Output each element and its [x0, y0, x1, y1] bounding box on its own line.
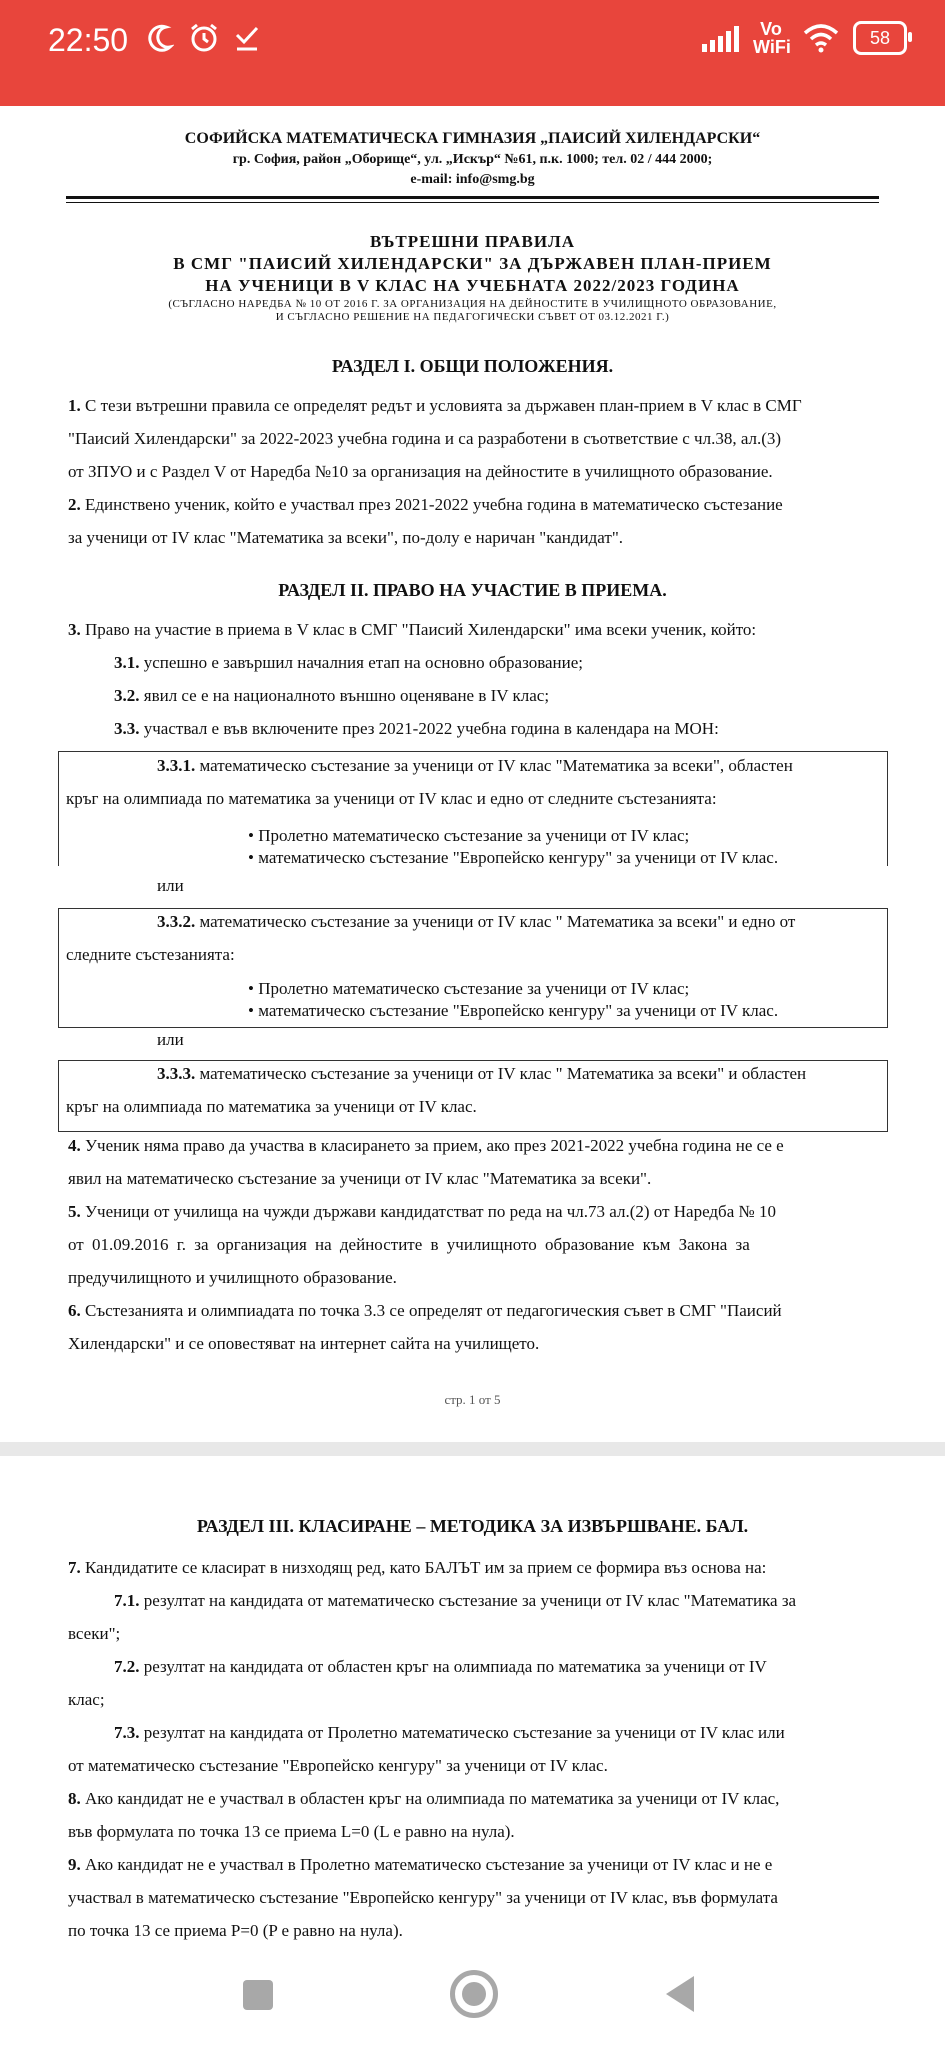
- page-number: стр. 1 от 5: [444, 1392, 501, 1407]
- header-rule: [66, 196, 879, 199]
- checkmark-download-icon: [234, 23, 260, 53]
- paragraph-5-line3: предучилищното и училищното образование.: [68, 1268, 397, 1287]
- battery-icon: 58: [853, 21, 907, 55]
- doc-subtitle-line2: И СЪГЛАСНО РЕШЕНИЕ НА ПЕДАГОГИЧЕСКИ СЪВЕТ ОТ 03.12.2021 Г.): [275, 311, 670, 323]
- paragraph-7-2-line2: клас;: [68, 1690, 105, 1709]
- section-1-heading: РАЗДЕЛ I. ОБЩИ ПОЛОЖЕНИЯ.: [331, 356, 614, 376]
- document-page-1: [0, 106, 945, 1442]
- paragraph-3-3-1-line1: 3.3.1. математическо състезание за ученици от IV клас "Математика за всеки", областен: [157, 756, 793, 775]
- paragraph-7-1-line1: 7.1. резултат на кандидата от математическо състезание за ученици от IV клас "Математика за: [114, 1591, 797, 1610]
- school-address: гр. София, район „Оборище“, ул. „Искър“ №61, п.к. 1000; тел. 02 / 444 2000;: [232, 152, 713, 167]
- recent-apps-button[interactable]: [243, 1980, 273, 2010]
- paragraph-9-line1: 9. Ако кандидат не е участвал в Пролетно математическо състезание за ученици от IV клас и не е: [68, 1855, 773, 1874]
- paragraph-4-line1: 4. Ученик няма право да участва в класирането за прием, ако през 2021-2022 учебна година не се е: [68, 1136, 784, 1155]
- wifi-icon: [803, 23, 839, 53]
- vowifi-label: Vo WiFi: [753, 19, 791, 57]
- paragraph-3-3-2-line1: 3.3.2. математическо състезание за ученици от IV клас " Математика за всеки" и едно от: [157, 912, 796, 931]
- home-button[interactable]: [450, 1970, 498, 2018]
- paragraph-8-line1: 8. Ако кандидат не е участвал в областен кръг на олимпиада по математика за ученици от IV клас,: [68, 1789, 780, 1808]
- school-name: СОФИЙСКА МАТЕМАТИЧЕСКА ГИМНАЗИЯ „ПАИСИЙ ХИЛЕНДАРСКИ“: [184, 130, 761, 147]
- or-label: или: [157, 876, 184, 895]
- paragraph-1-line2: "Паисий Хилендарски" за 2022-2023 учебна година и са разработени в съответствие с чл.38, ал.(3): [68, 429, 782, 448]
- paragraph-3-3-1-line2: кръг на олимпиада по математика за ученици от IV клас и едно от следните състезанията:: [66, 789, 717, 808]
- list-item: • математическо състезание "Европейско кенгуру" за ученици от IV клас.: [248, 848, 779, 867]
- paragraph-3-3-2-line2: следните състезанията:: [66, 945, 235, 964]
- paragraph-7-2-line1: 7.2. резултат на кандидата от областен кръг на олимпиада по математика за ученици от IV: [114, 1657, 767, 1676]
- paragraph-3-3-3-line2: кръг на олимпиада по математика за ученици от IV клас.: [66, 1097, 477, 1116]
- paragraph-4-line2: явил на математическо състезание за ученици от IV клас "Математика за всеки".: [68, 1169, 652, 1188]
- header-rule-thin: [66, 202, 879, 203]
- doc-title-line3: НА УЧЕНИЦИ В V КЛАС НА УЧЕБНАТА 2022/2023 ГОДИНА: [205, 276, 740, 295]
- paragraph-3-2: 3.2. явил се е на националното външно оценяване в IV клас;: [114, 686, 550, 705]
- alarm-icon: [188, 22, 220, 54]
- status-bar: [0, 0, 945, 106]
- navigation-bar: [0, 1942, 945, 2048]
- paragraph-9-line3: по точка 13 се приема P=0 (P е равно на нула).: [68, 1921, 403, 1940]
- list-item: • Пролетно математическо състезание за ученици от IV клас;: [248, 979, 690, 998]
- paragraph-7-3-line1: 7.3. резултат на кандидата от Пролетно математическо състезание за ученици от IV клас или: [114, 1723, 785, 1742]
- paragraph-7-3-line2: от математическо състезание "Европейско кенгуру" за ученици от IV клас.: [68, 1756, 608, 1775]
- section-3-heading: РАЗДЕЛ III. КЛАСИРАНЕ – МЕТОДИКА ЗА ИЗВЪРШВАНЕ. БАЛ.: [196, 1516, 749, 1536]
- paragraph-6-line1: 6. Състезанията и олимпиадата по точка 3.3 се определят от педагогическия съвет в СМГ "Паисий: [68, 1301, 782, 1320]
- paragraph-3-3-3-line1: 3.3.3. математическо състезание за ученици от IV клас " Математика за всеки" и областен: [157, 1064, 807, 1083]
- paragraph-6-line2: Хилендарски" и се оповестяват на интернет сайта на училището.: [68, 1334, 540, 1353]
- paragraph-7: 7. Кандидатите се класират в низходящ ред, като БАЛЪТ им за прием се формира въз основа на:: [68, 1558, 767, 1577]
- school-email: e-mail: info@smg.bg: [410, 172, 535, 187]
- paragraph-9-line2: участвал в математическо състезание "Европейско кенгуру" за ученици от IV клас, във формулата: [68, 1888, 778, 1907]
- paragraph-5-line1: 5. Ученици от училища на чужди държави кандидатстват по реда на чл.73 ал.(2) от Наредба № 10: [68, 1202, 776, 1221]
- list-item: • Пролетно математическо състезание за ученици от IV клас;: [248, 826, 690, 845]
- paragraph-2-line2: за ученици от IV клас "Математика за всеки", по-долу е наричан "кандидат".: [68, 528, 624, 547]
- paragraph-3-3: 3.3. участвал е във включените през 2021-2022 учебна година в календара на МОН:: [114, 719, 719, 738]
- doc-subtitle-line1: (СЪГЛАСНО НАРЕДБА № 10 ОТ 2016 Г. ЗА ОРГАНИЗАЦИЯ НА ДЕЙНОСТИТЕ В УЧИЛИЩНОТО ОБРАЗОВАНИЕ,: [168, 298, 777, 310]
- moon-icon: [148, 23, 174, 53]
- paragraph-3-1: 3.1. успешно е завършил началния етап на основно образование;: [114, 653, 584, 672]
- doc-title-line2: В СМГ "ПАИСИЙ ХИЛЕНДАРСКИ" ЗА ДЪРЖАВЕН ПЛАН-ПРИЕМ: [173, 254, 772, 273]
- doc-title-line1: ВЪТРЕШНИ ПРАВИЛА: [369, 232, 576, 251]
- notification-icons: [148, 22, 260, 54]
- section-2-heading: РАЗДЕЛ II. ПРАВО НА УЧАСТИЕ В ПРИЕМА.: [278, 580, 667, 600]
- or-label: или: [157, 1030, 184, 1049]
- back-button[interactable]: [666, 1976, 694, 2012]
- system-icons: [702, 20, 907, 56]
- signal-icon: [702, 24, 739, 52]
- paragraph-1-line1: 1. С тези вътрешни правила се определят редът и условията за държавен план-прием в V клас в СМГ: [68, 396, 802, 415]
- paragraph-8-line2: във формулата по точка 13 се приема L=0 (L е равно на нула).: [68, 1822, 515, 1841]
- paragraph-7-1-line2: всеки";: [68, 1624, 121, 1643]
- page-separator: [0, 1442, 945, 1456]
- list-item: • математическо състезание "Европейско кенгуру" за ученици от IV клас.: [248, 1001, 779, 1020]
- paragraph-5-line2: от 01.09.2016 г. за организация на дейностите в училищното образование към Закона за: [68, 1235, 750, 1254]
- paragraph-2-line1: 2. Единствено ученик, който е участвал през 2021-2022 учебна година в математическо състезание: [68, 495, 783, 514]
- paragraph-3: 3. Право на участие в приема в V клас в СМГ "Паисий Хилендарски" има всеки ученик, който:: [68, 620, 757, 639]
- paragraph-1-line3: от ЗПУО и с Раздел V от Наредба №10 за организация на дейностите в училищното образование.: [68, 462, 773, 481]
- clock: 22:50: [48, 22, 129, 58]
